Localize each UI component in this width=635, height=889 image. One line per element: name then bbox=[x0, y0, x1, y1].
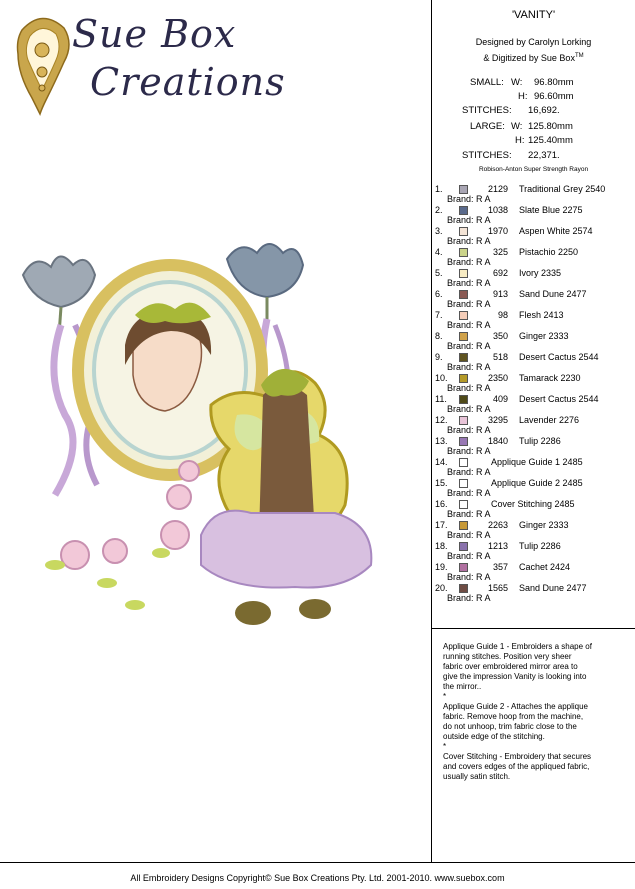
thread-number: 4. bbox=[435, 247, 443, 257]
thread-number: 17. bbox=[435, 520, 448, 530]
ornament-icon bbox=[18, 18, 70, 114]
thread-number: 16. bbox=[435, 499, 448, 509]
thread-swatch bbox=[459, 521, 468, 530]
thread-swatch bbox=[459, 185, 468, 194]
thread-name: Traditional Grey 2540 bbox=[519, 184, 606, 194]
logo-text-line2: Creations bbox=[90, 60, 286, 104]
thread-swatch bbox=[459, 458, 468, 467]
small-h-label: H: bbox=[518, 91, 528, 102]
thread-name: Ginger 2333 bbox=[519, 331, 569, 341]
applique-notes bbox=[443, 642, 593, 786]
thread-name: Tamarack 2230 bbox=[519, 373, 581, 383]
digitized-by: & Digitized by Sue Box bbox=[483, 53, 575, 63]
thread-brand-code: Brand: R A bbox=[447, 593, 491, 603]
thread-name: Ginger 2333 bbox=[519, 520, 569, 530]
thread-number: 18. bbox=[435, 541, 448, 551]
thread-brand-code: Brand: R A bbox=[447, 551, 491, 561]
thread-brand: Robison-Anton Super Strength Rayon bbox=[478, 166, 589, 173]
thread-code: 1213 bbox=[487, 541, 508, 551]
small-w-value: 96.80mm bbox=[534, 77, 574, 88]
thread-code: 350 bbox=[492, 331, 508, 341]
thread-number: 11. bbox=[435, 394, 447, 404]
thread-number: 3. bbox=[435, 226, 443, 236]
thread-swatch bbox=[459, 332, 468, 341]
thread-code: 1840 bbox=[487, 436, 508, 446]
footer-divider bbox=[0, 862, 635, 863]
thread-code: 913 bbox=[492, 289, 508, 299]
large-w-value: 125.80mm bbox=[528, 121, 573, 132]
thread-number: 12. bbox=[435, 415, 448, 425]
thread-code: 692 bbox=[492, 268, 508, 278]
thread-swatch bbox=[459, 311, 468, 320]
thread-code: 2263 bbox=[487, 520, 508, 530]
thread-swatch bbox=[459, 563, 468, 572]
thread-brand-code: Brand: R A bbox=[447, 320, 491, 330]
note-separator-2: * bbox=[443, 742, 447, 751]
thread-name: Lavender 2276 bbox=[519, 415, 580, 425]
thread-brand-code: Brand: R A bbox=[447, 509, 491, 519]
thread-name: Sand Dune 2477 bbox=[519, 583, 587, 593]
small-w-label: W: bbox=[511, 77, 523, 88]
thread-name: Cachet 2424 bbox=[519, 562, 571, 572]
thread-brand-code: Brand: R A bbox=[447, 341, 491, 351]
note-cover-stitching: Cover Stitching - Embroidery that secures and covers edges of the appliqued fabric, usually satin stitch. bbox=[443, 752, 592, 781]
thread-name: Flesh 2413 bbox=[519, 310, 564, 320]
notes-divider bbox=[431, 628, 635, 629]
thread-brand-code: Brand: R A bbox=[447, 362, 491, 372]
small-stitches-label: STITCHES: bbox=[462, 105, 512, 116]
thread-code: 98 bbox=[497, 310, 508, 320]
note-applique-guide-1: Applique Guide 1 - Embroiders a shape of running stitches. Position very sheer fabric over embroidered mirror area to give the impression Vanity is looking into the mirror.. bbox=[443, 642, 592, 691]
flowers-icon bbox=[45, 461, 199, 610]
thread-name: Slate Blue 2275 bbox=[519, 205, 583, 215]
digitized-by-line bbox=[432, 49, 635, 65]
thread-name: Applique Guide 1 2485 bbox=[491, 457, 583, 467]
thread-brand-code: Brand: R A bbox=[447, 530, 491, 540]
thread-number: 8. bbox=[435, 331, 443, 341]
vanity-embroidery-illustration bbox=[15, 235, 420, 635]
large-stitches-value: 22,371. bbox=[528, 150, 560, 161]
note-separator-1: * bbox=[443, 692, 447, 701]
thread-name: Desert Cactus 2544 bbox=[519, 352, 599, 362]
thread-code: 357 bbox=[492, 562, 508, 572]
thread-name: Pistachio 2250 bbox=[519, 247, 579, 257]
thread-number: 6. bbox=[435, 289, 443, 299]
thread-brand-code: Brand: R A bbox=[447, 215, 491, 225]
thread-brand-code: Brand: R A bbox=[447, 488, 491, 498]
thread-brand-code: Brand: R A bbox=[447, 404, 491, 414]
thread-name: Aspen White 2574 bbox=[519, 226, 593, 236]
copyright-footer: All Embroidery Designs Copyright© Sue Box Creations Pty. Ltd. 2001-2010. www.suebox.com bbox=[130, 873, 505, 883]
thread-brand-code: Brand: R A bbox=[447, 299, 491, 309]
design-title: 'VANITY' bbox=[511, 9, 556, 21]
thread-number: 7. bbox=[435, 310, 443, 320]
thread-code: 518 bbox=[492, 352, 508, 362]
thread-number: 19. bbox=[435, 562, 448, 572]
thread-brand-code: Brand: R A bbox=[447, 278, 491, 288]
thread-swatch bbox=[459, 374, 468, 383]
thread-number: 9. bbox=[435, 352, 443, 362]
thread-brand-code: Brand: R A bbox=[447, 383, 491, 393]
thread-code: 1970 bbox=[487, 226, 508, 236]
designer-credits bbox=[432, 35, 635, 65]
thread-code: 1038 bbox=[487, 205, 508, 215]
thread-code: 2350 bbox=[487, 373, 508, 383]
thread-swatch bbox=[459, 479, 468, 488]
thread-number: 10. bbox=[435, 373, 448, 383]
thread-number: 2. bbox=[435, 205, 443, 215]
thread-swatch bbox=[459, 395, 468, 404]
thread-swatch bbox=[459, 353, 468, 362]
thread-code: 409 bbox=[492, 394, 508, 404]
large-w-label: W: bbox=[511, 121, 523, 132]
vertical-divider bbox=[431, 0, 432, 862]
large-label: LARGE: bbox=[470, 121, 505, 132]
trademark: TM bbox=[574, 53, 584, 59]
thread-name: Cover Stitching 2485 bbox=[491, 499, 575, 509]
thread-swatch bbox=[459, 248, 468, 257]
thread-swatch bbox=[459, 269, 468, 278]
thread-number: 5. bbox=[435, 268, 443, 278]
thread-name: Tulip 2286 bbox=[519, 541, 561, 551]
large-stitches-label: STITCHES: bbox=[462, 150, 512, 161]
thread-brand-code: Brand: R A bbox=[447, 425, 491, 435]
note-applique-guide-2: Applique Guide 2 - Attaches the applique fabric. Remove hoop from the machine, do not unhoop, trim fabric close to the outside edge of the stitching. bbox=[443, 702, 588, 741]
designed-by: Designed by Carolyn Lorking bbox=[475, 37, 592, 47]
thread-brand-code: Brand: R A bbox=[447, 446, 491, 456]
thread-name: Ivory 2335 bbox=[519, 268, 562, 278]
thread-name: Tulip 2286 bbox=[519, 436, 561, 446]
large-h-value: 125.40mm bbox=[528, 135, 573, 146]
thread-swatch bbox=[459, 542, 468, 551]
thread-swatch bbox=[459, 290, 468, 299]
thread-swatch bbox=[459, 416, 468, 425]
thread-code: 2129 bbox=[487, 184, 508, 194]
thread-brand-code: Brand: R A bbox=[447, 236, 491, 246]
small-stitches-value: 16,692. bbox=[528, 105, 560, 116]
small-label: SMALL: bbox=[470, 77, 504, 88]
thread-brand-code: Brand: R A bbox=[447, 194, 491, 204]
thread-code: 1565 bbox=[487, 583, 508, 593]
thread-swatch bbox=[459, 500, 468, 509]
thread-number: 15. bbox=[435, 478, 448, 488]
thread-swatch bbox=[459, 206, 468, 215]
logo-text-line1: Sue Box bbox=[72, 12, 237, 56]
thread-number: 20. bbox=[435, 583, 448, 593]
thread-code: 3295 bbox=[487, 415, 508, 425]
thread-swatch bbox=[459, 437, 468, 446]
thread-brand-code: Brand: R A bbox=[447, 257, 491, 267]
thread-number: 14. bbox=[435, 457, 448, 467]
thread-brand-code: Brand: R A bbox=[447, 467, 491, 477]
thread-brand-code: Brand: R A bbox=[447, 572, 491, 582]
thread-name: Sand Dune 2477 bbox=[519, 289, 587, 299]
large-h-label: H: bbox=[515, 135, 525, 146]
fairy-icon bbox=[201, 369, 371, 625]
thread-swatch bbox=[459, 584, 468, 593]
thread-code: 325 bbox=[492, 247, 508, 257]
small-h-value: 96.60mm bbox=[534, 91, 574, 102]
thread-name: Desert Cactus 2544 bbox=[519, 394, 599, 404]
thread-swatch bbox=[459, 227, 468, 236]
thread-number: 13. bbox=[435, 436, 448, 446]
thread-name: Applique Guide 2 2485 bbox=[491, 478, 583, 488]
thread-number: 1. bbox=[435, 184, 443, 194]
